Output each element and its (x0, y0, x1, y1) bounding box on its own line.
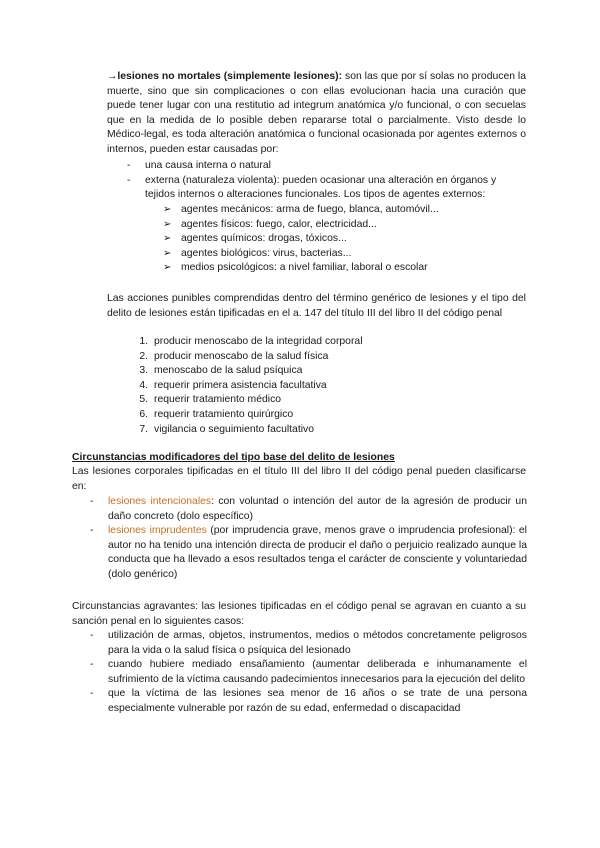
agent-text: agentes químicos: drogas, tóxicos... (181, 233, 347, 245)
list-item (163, 218, 523, 233)
list-item (163, 232, 523, 247)
acciones-punibles-paragraph: Las acciones punibles comprendidas dentro del término genérico de lesiones y el tipo del delito de lesiones están tipificadas en el a. 147 del título III del libro II del código penal (107, 293, 526, 319)
agent-text: agentes biológicos: virus, bacterias... (181, 247, 352, 259)
arrowhead-bullet-icon: ➢ (163, 247, 172, 259)
item-number: 6. (139, 408, 148, 420)
arrowhead-bullet-icon: ➢ (163, 218, 172, 230)
list-item (126, 350, 506, 365)
item-number: 5. (139, 394, 148, 406)
item-text: requerir tratamiento quirúrgico (154, 408, 294, 420)
agravantes-list (90, 629, 527, 717)
dash-marker: - (90, 630, 94, 641)
agent-text: medios psicológicos: a nivel familiar, laboral o escolar (181, 262, 428, 274)
list-item (127, 159, 527, 174)
lesiones-no-mortales-paragraph (107, 70, 526, 158)
agent-text: agentes mecánicos: arma de fuego, blanca, automóvil... (181, 204, 439, 215)
cause-text: una causa interna o natural (145, 160, 271, 171)
agravante-text: utilización de armas, objetos, instrumentos, medios o métodos concretamente peligrosos para la vida o la salud física o psíquica del lesionado (108, 630, 527, 656)
agravante-text: cuando hubiere mediado ensañamiento (aumentar deliberada e inhumanamente el sufrimiento de la víctima causando padecimientos innecesarios para la ejecución del delito (108, 659, 527, 685)
list-item (90, 658, 527, 687)
list-item (127, 174, 527, 203)
dash-marker: - (90, 688, 94, 700)
cause-text: externa (naturaleza violenta): pueden ocasionar una alteración en órganos y tejidos internos o alteraciones funcionales. Los tipos de agentes externos: (145, 174, 497, 201)
item-number: 7. (139, 423, 148, 435)
list-item (126, 335, 506, 350)
arrowhead-bullet-icon: ➢ (163, 233, 172, 245)
causes-list (127, 159, 527, 203)
list-item (163, 247, 523, 262)
clasificacion-paragraph: Las lesiones corporales tipificadas en el título III del libro II del código penal pueden clasificarse en: (72, 466, 526, 492)
list-item (126, 393, 506, 408)
lesiones-no-mortales-title: lesiones no mortales (simplemente lesiones): (117, 71, 343, 82)
agravante-text: que la víctima de las lesiones sea menor de 16 años o se trate de una persona especialmente vulnerable por razón de su edad, enfermedad o discapacidad (108, 688, 527, 714)
lesiones-intencionales-label: lesiones intencionales (108, 496, 212, 507)
section-heading: Circunstancias modificadores del tipo base del delito de lesiones (72, 452, 395, 463)
agent-text: agentes físicos: fuego, calor, electricidad... (181, 218, 377, 230)
agents-list (163, 203, 523, 276)
lesiones-intencionales-text: : con voluntad o intención del autor de la agresión de producir un daño concreto (dolo específico) (108, 496, 527, 522)
list-item (90, 495, 527, 524)
numbered-list (126, 335, 506, 437)
agravantes-paragraph: Circunstancias agravantes: las lesiones tipificadas en el código penal se agravan en cuanto a su sanción penal en lo siguientes casos: (72, 601, 526, 627)
item-number: 4. (139, 379, 148, 391)
dash-marker: - (127, 174, 131, 186)
list-item (163, 203, 523, 218)
item-text: producir menoscabo de la integridad corporal (154, 336, 363, 347)
list-item (126, 423, 506, 438)
item-number: 2. (139, 350, 148, 362)
list-item (163, 261, 523, 276)
lesiones-no-mortales-intro: son las que por sí solas no producen la muerte, sino que sin complicaciones o con ellas evolucionan hacia una curación que puede tener lugar con una restitutio ad integrum anatómica y/o funcional, o con secuelas que en la medida de lo posible deben repararse total o parcialmente. Visto desde lo Médico-legal, es toda alteración anatómica o funcional ocasionada por agentes externos o internos, pueden estar causadas por: (107, 71, 526, 155)
item-text: menoscabo de la salud psíquica (154, 365, 303, 377)
item-text: vigilancia o seguimiento facultativo (154, 423, 314, 435)
arrowhead-bullet-icon: ➢ (163, 262, 172, 274)
item-number: 3. (139, 365, 148, 377)
list-item (126, 408, 506, 423)
list-item (126, 364, 506, 379)
list-item (90, 524, 527, 582)
lesiones-imprudentes-label: lesiones imprudentes (108, 525, 207, 537)
item-text: producir menoscabo de la salud física (154, 350, 329, 362)
lesiones-imprudentes-text: (por imprudencia grave, menos grave o imprudencia profesional): el autor no ha tenido una intención directa de producir el daño o perjuicio realizado aunque la conducta que ha llevado a esos resultados tenga el carácter de consciente y voluntariedad (dolo genérico) (108, 525, 527, 580)
list-item (126, 379, 506, 394)
item-text: requerir tratamiento médico (154, 394, 282, 406)
arrowhead-bullet-icon: ➢ (163, 204, 172, 215)
dash-marker: - (90, 659, 94, 671)
list-item (90, 629, 527, 658)
lesiones-types-list (90, 495, 527, 583)
dash-marker: - (127, 160, 131, 171)
dash-marker: - (90, 525, 94, 537)
item-text: requerir primera asistencia facultativa (154, 379, 327, 391)
arrow-marker: → (107, 71, 118, 82)
dash-marker: - (90, 496, 94, 507)
list-item (90, 687, 527, 716)
item-number: 1. (139, 336, 148, 347)
